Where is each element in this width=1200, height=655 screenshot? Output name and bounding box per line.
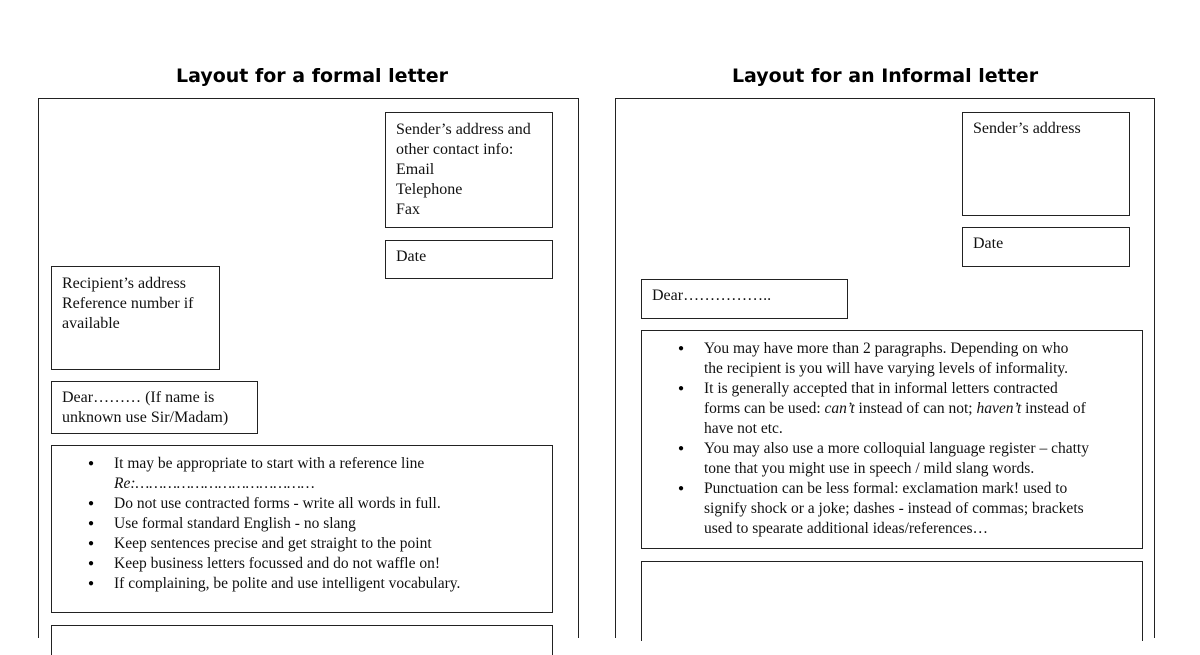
formal-date-label: Date [396,248,427,265]
informal-sender-address-box [962,112,1130,216]
formal-sender-line: Telephone [396,181,463,198]
formal-tip: ● Keep business letters focussed and do not waffle on! [114,554,542,574]
formal-salutation-box [51,381,258,434]
informal-guidance-list [652,339,1136,539]
formal-recipient-line: available [62,315,120,332]
informal-tip: ● You may also use a more colloquial language register – chatty tone that you might use in speech / mild slang words. [704,439,1136,479]
formal-sender-address-box [385,112,553,228]
formal-recipient-address-box [51,266,220,370]
formal-salutation-line: unknown use Sir/Madam) [62,409,229,426]
formal-sender-line: Email [396,161,435,178]
formal-date-box [385,240,553,279]
formal-reference-line: Re:………………………………… [114,475,315,492]
informal-letter-page [615,98,1155,638]
formal-tip: ● Use formal standard English - no slang [114,514,542,534]
formal-recipient-line: Recipient’s address [62,275,186,292]
informal-tip: ● Punctuation can be less formal: exclamation mark! used to signify shock or a joke; dashes - instead of commas; brackets used to spearate additional ideas/references… [704,479,1136,539]
formal-sender-line: Sender’s address and [396,121,531,138]
formal-tip: ● It may be appropriate to start with a reference line Re:………………………………… [114,454,542,494]
formal-salutation-line: Dear……… (If name is [62,389,215,406]
informal-tip: ● It is generally accepted that in informal letters contracted forms can be used: can’t instead of can not; haven’t instead of have not etc. [704,379,1136,439]
informal-tip: ● You may have more than 2 paragraphs. Depending on who the recipient is you will have varying levels of informality. [704,339,1136,379]
formal-guidance-list [62,454,542,594]
formal-guidance-box [51,445,553,613]
informal-date-box [962,227,1130,267]
formal-tip: ● If complaining, be polite and use intelligent vocabulary. [114,574,542,594]
informal-guidance-box [641,330,1143,549]
informal-body-box [641,561,1143,641]
formal-letter-heading: Layout for a formal letter [175,65,448,87]
formal-sender-line: Fax [396,201,420,218]
formal-tip: ● Keep sentences precise and get straight to the point [114,534,542,554]
informal-letter-heading: Layout for an Informal letter [731,65,1039,87]
informal-date-label: Date [973,235,1004,252]
informal-salutation-box [641,279,848,319]
informal-salutation-label: Dear…………….. [652,287,772,304]
formal-letter-page [38,98,579,638]
formal-sender-line: other contact info: [396,141,514,158]
informal-sender-label: Sender’s address [973,120,1081,137]
formal-recipient-line: Reference number if [62,295,194,312]
formal-tip: ● Do not use contracted forms - write all words in full. [114,494,542,514]
